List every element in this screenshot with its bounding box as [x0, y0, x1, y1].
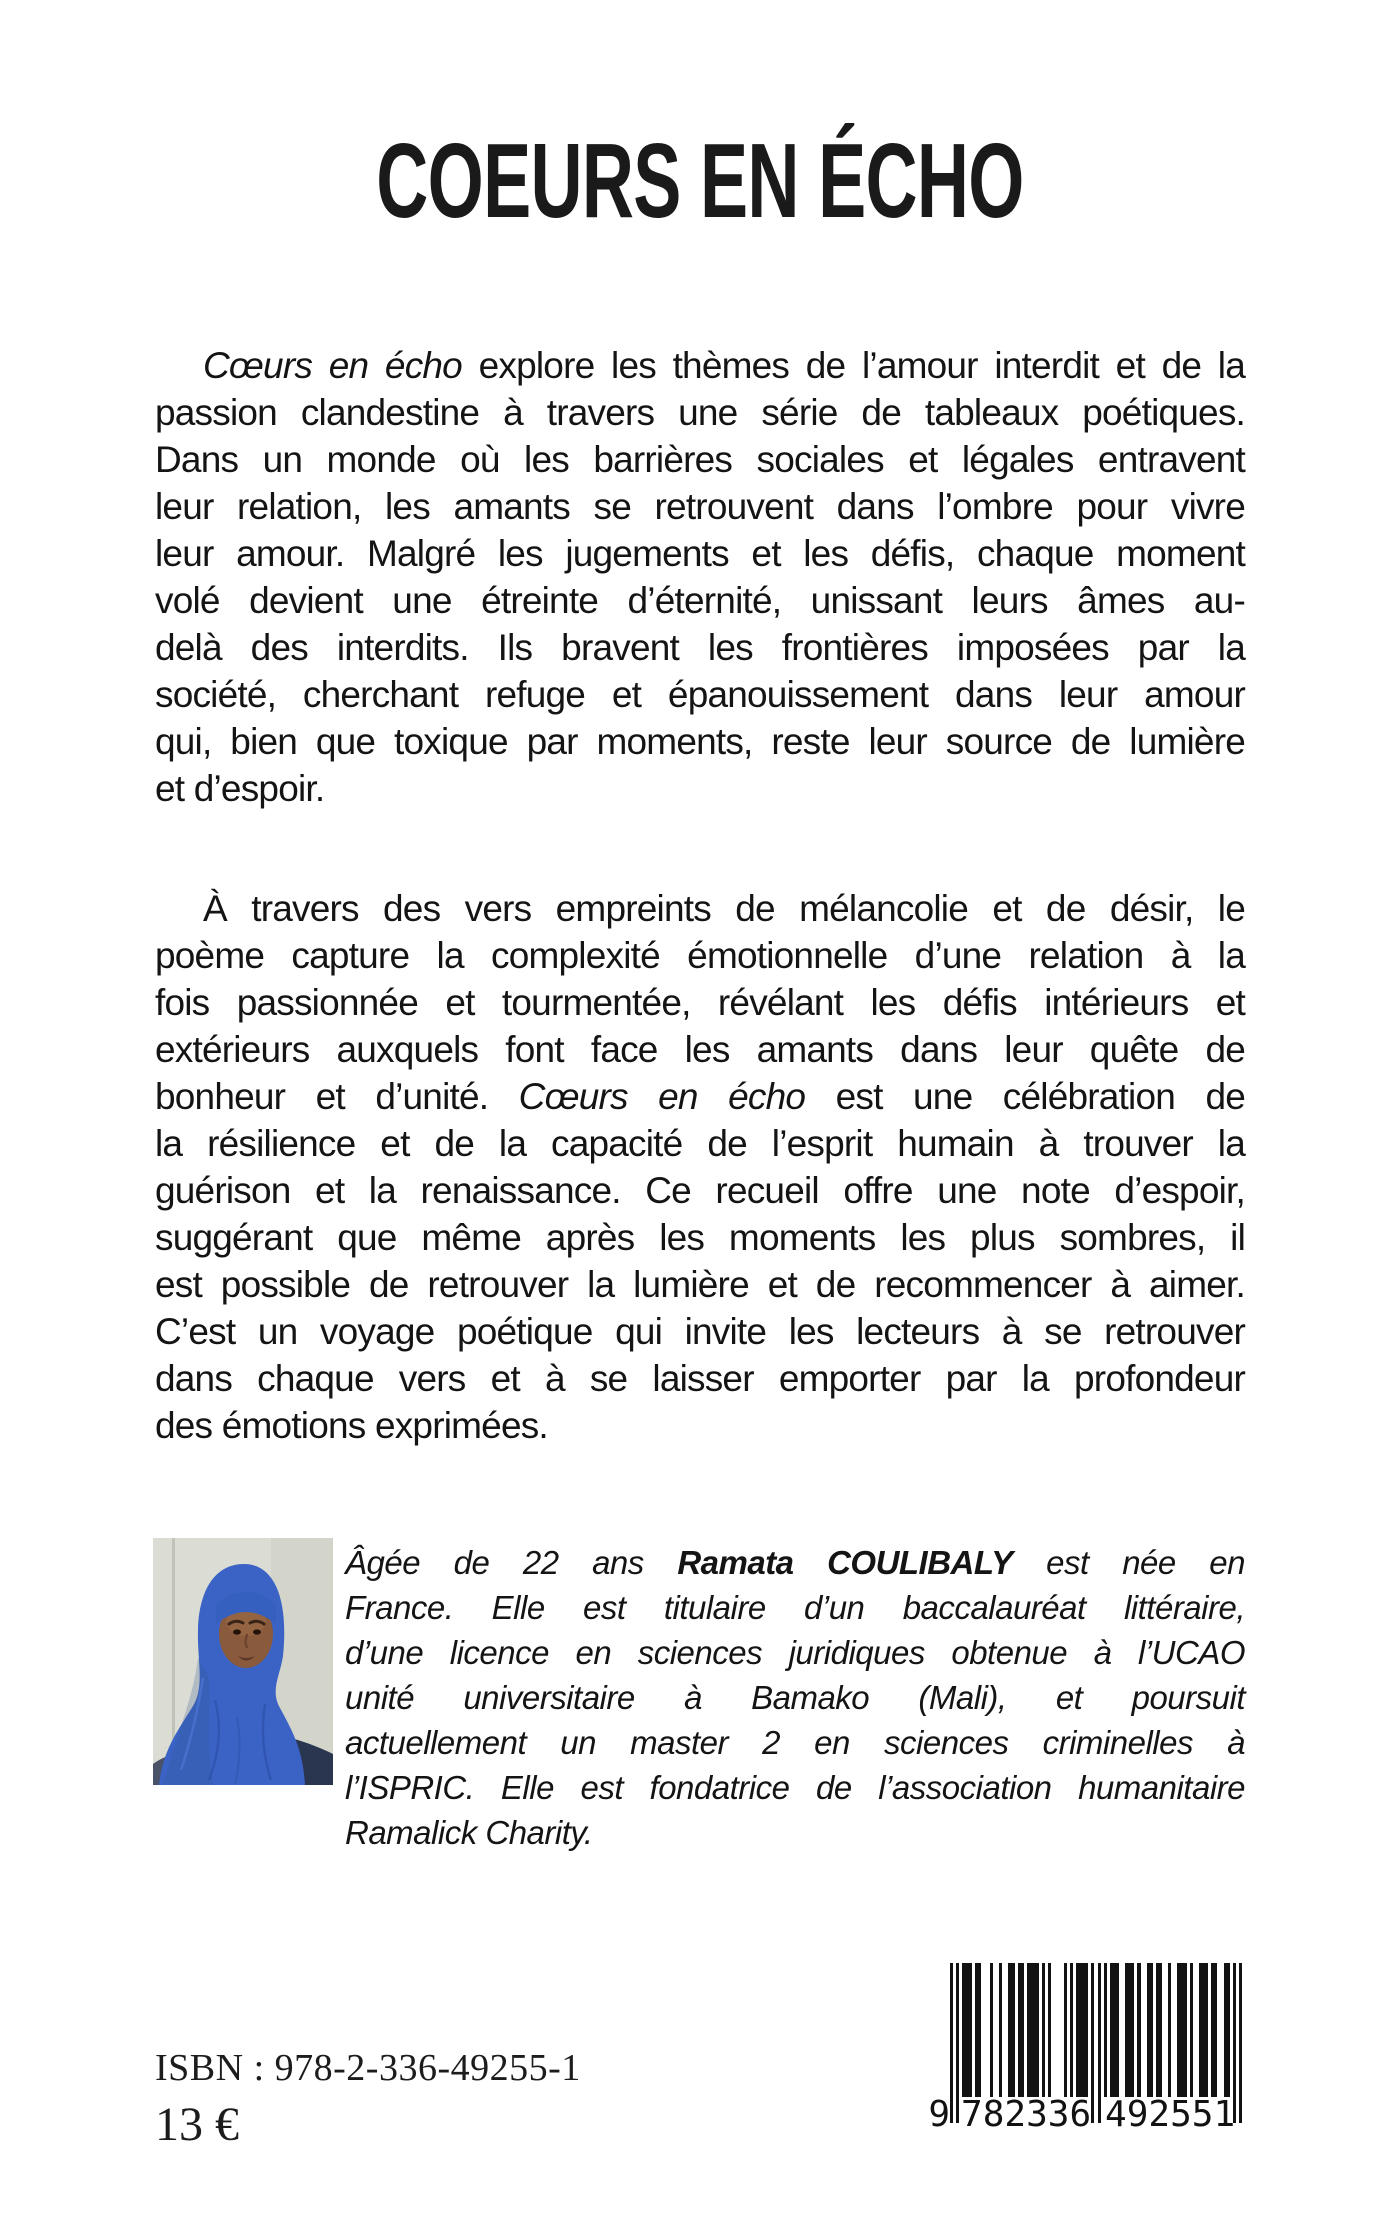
- text-line: et d’espoir.: [155, 768, 325, 809]
- title-row: [0, 122, 1400, 240]
- barcode-digit: 1: [1213, 2094, 1236, 2135]
- barcode-bar: [1018, 1963, 1024, 2097]
- text-line: fois passionnée et tourmentée, révélant les défis intérieurs et: [155, 982, 1245, 1023]
- text-line: poème capture la complexité émotionnelle d’une relation à la: [155, 935, 1245, 976]
- text-line: volé devient une étreinte d’éternité, unissant leurs âmes au-: [155, 580, 1245, 621]
- barcode-digits-right: [1105, 2092, 1236, 2138]
- text-line: delà des interdits. Ils bravent les frontières imposées par la: [155, 627, 1245, 668]
- text-line: Dans un monde où les barrières sociales et légales entravent: [155, 439, 1245, 480]
- barcode: [920, 1963, 1250, 2138]
- author-photo: [153, 1538, 333, 1785]
- barcode-bar: [990, 1963, 993, 2097]
- barcode-bar: [1168, 1963, 1171, 2097]
- barcode-bar: [1027, 1963, 1039, 2097]
- text-line: France. Elle est titulaire d’un baccalauréat littéraire,: [345, 1589, 1245, 1626]
- text-line: bonheur et d’unité. Cœurs en écho est une célébration de: [155, 1076, 1245, 1117]
- isbn-label: ISBN : 978-2-336-49255-1: [155, 2047, 581, 2089]
- barcode-bar: [1199, 1963, 1208, 2097]
- barcode-bar: [1137, 1963, 1140, 2097]
- barcode-bar: [1064, 1963, 1067, 2097]
- text-line: dans chaque vers et à se laisser emporter par la profondeur: [155, 1358, 1245, 1399]
- barcode-bar: [1224, 1963, 1230, 2097]
- barcode-bar: [1070, 1963, 1073, 2097]
- barcode-digit: 6: [1069, 2094, 1092, 2135]
- synopsis-paragraph-1: [155, 342, 1245, 812]
- barcode-bar: [1008, 1963, 1014, 2097]
- text-line: actuellement un master 2 en sciences criminelles à: [345, 1724, 1245, 1761]
- text-line: l’ISPRIC. Elle est fondatrice de l’association humanitaire: [345, 1769, 1245, 1806]
- barcode-digit: 5: [1191, 2094, 1214, 2135]
- price-label: 13 €: [155, 2098, 239, 2151]
- text-line: société, cherchant refuge et épanouissement dans leur amour: [155, 674, 1245, 715]
- text-line: Ramalick Charity.: [345, 1814, 593, 1851]
- text-line: extérieurs auxquels font face les amants dans leur quête de: [155, 1029, 1245, 1070]
- barcode-digits-left: [961, 2092, 1092, 2138]
- text-line: guérison et la renaissance. Ce recueil offre une note d’espoir,: [155, 1170, 1245, 1211]
- barcode-bar: [1147, 1963, 1153, 2097]
- barcode-digit-lead: 9: [928, 2094, 950, 2135]
- barcode-digit: 3: [1026, 2094, 1048, 2135]
- text-line: est possible de retrouver la lumière et de recommencer à aimer.: [155, 1264, 1245, 1305]
- barcode-digit: 4: [1105, 2094, 1127, 2135]
- book-title: COEURS EN ÉCHO: [376, 122, 1024, 240]
- barcode-bar: [1110, 1963, 1119, 2097]
- text-line: des émotions exprimées.: [155, 1405, 548, 1446]
- barcode-bar: [975, 1963, 981, 2097]
- text-line: leur relation, les amants se retrouvent dans l’ombre pour vivre: [155, 486, 1245, 527]
- barcode-digit: 7: [961, 2094, 983, 2135]
- author-bio-text: [345, 1540, 1245, 1855]
- text-line: la résilience et de la capacité de l’esprit humain à trouver la: [155, 1123, 1245, 1164]
- barcode-bar: [1125, 1963, 1134, 2097]
- text-line: suggérant que même après les moments les plus sombres, il: [155, 1217, 1245, 1258]
- barcode-digit: 3: [1047, 2094, 1070, 2135]
- text-line: passion clandestine à travers une série de tableaux poétiques.: [155, 392, 1245, 433]
- barcode-digit: 8: [982, 2094, 1005, 2135]
- synopsis-paragraph-2: [155, 885, 1245, 1449]
- barcode-bar: [1048, 1963, 1051, 2097]
- barcode-bar: [1190, 1963, 1193, 2097]
- barcode-bar: [1042, 1963, 1045, 2097]
- text-line: Cœurs en écho explore les thèmes de l’amour interdit et de la: [203, 345, 1245, 386]
- barcode-bar: [1104, 1963, 1107, 2097]
- text-line: Âgée de 22 ans Ramata COULIBALY est née en: [345, 1544, 1245, 1581]
- barcode-digit: 2: [1148, 2094, 1171, 2135]
- text-line: leur amour. Malgré les jugements et les défis, chaque moment: [155, 533, 1245, 574]
- text-line: d’une licence en sciences juridiques obtenue à l’UCAO: [345, 1634, 1245, 1671]
- text-line: À travers des vers empreints de mélancolie et de désir, le: [203, 888, 1245, 929]
- text-line: unité universitaire à Bamako (Mali), et poursuit: [345, 1679, 1245, 1716]
- barcode-bar: [1156, 1963, 1162, 2097]
- barcode-digit: 5: [1170, 2094, 1192, 2135]
- barcode-digit: 9: [1126, 2094, 1149, 2135]
- barcode-bar: [1076, 1963, 1088, 2097]
- portrait-woman-blue-hijab-image: [153, 1538, 333, 1785]
- barcode-digits: [920, 2092, 1250, 2138]
- barcode-bar: [962, 1963, 971, 2097]
- barcode-bar: [1211, 1963, 1217, 2097]
- barcode-bar: [999, 1963, 1002, 2097]
- text-line: C’est un voyage poétique qui invite les lecteurs à se retrouver: [155, 1311, 1245, 1352]
- barcode-bar: [1177, 1963, 1186, 2097]
- barcode-digit: 2: [1004, 2094, 1027, 2135]
- text-line: qui, bien que toxique par moments, reste leur source de lumière: [155, 721, 1245, 762]
